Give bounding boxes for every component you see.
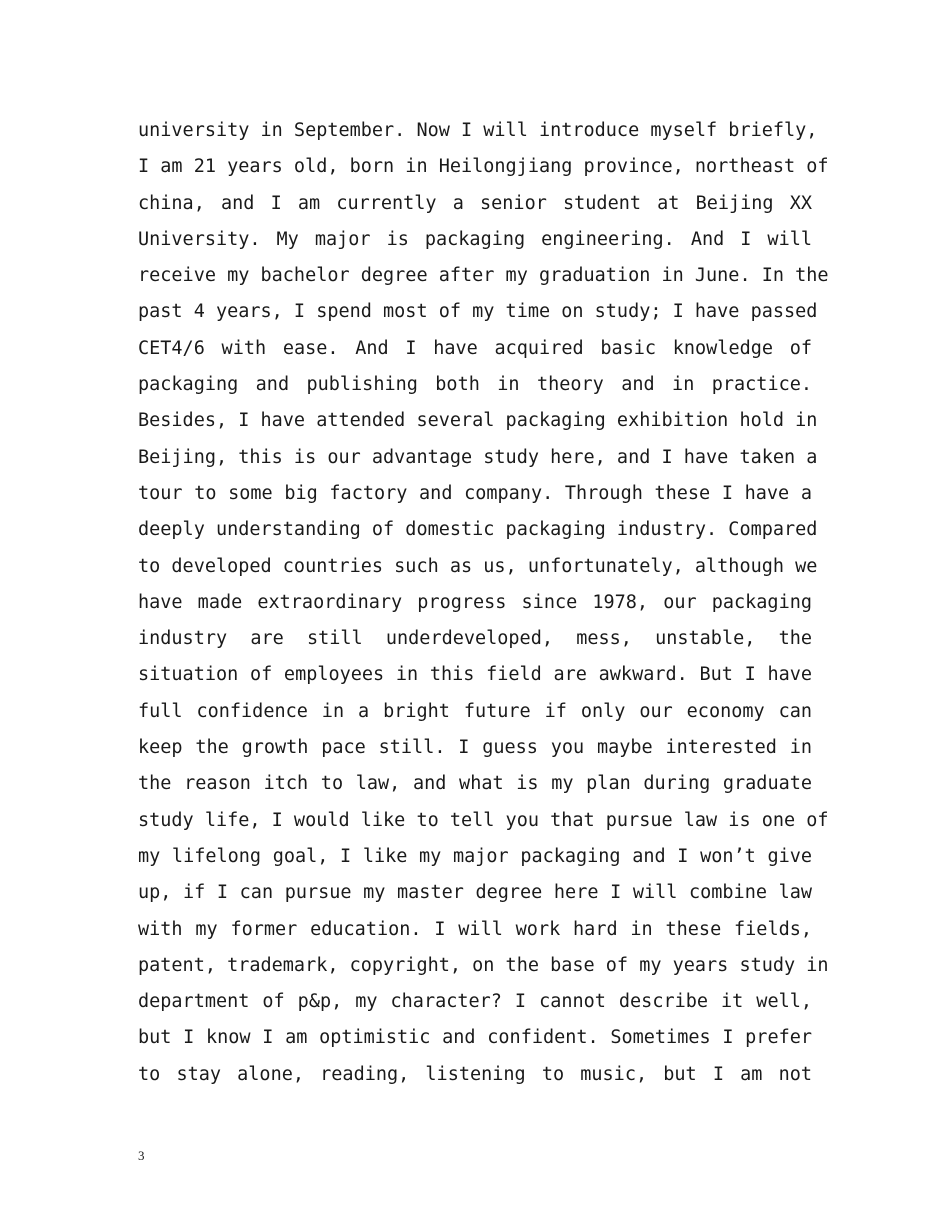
text-line: china, and I am currently a senior student at Beijing XX (138, 192, 812, 214)
text-line: situation of employees in this field are awkward. But I have (138, 664, 812, 686)
text-line: Beijing, this is our advantage study here, and I have taken a (138, 446, 818, 468)
text-line: the reason itch to law, and what is my plan during graduate (138, 773, 812, 795)
text-line: to developed countries such as us, unfortunately, although we (138, 555, 818, 577)
text-line: study life, I would like to tell you that pursue law is one of (138, 809, 829, 831)
text-line: full confidence in a bright future if only our economy can (138, 700, 812, 722)
text-line: department of p&p, my character? I cannot describe it well, (138, 991, 812, 1013)
text-line: up, if I can pursue my master degree here I will combine law (138, 882, 812, 904)
text-line: industry are still underdeveloped, mess, unstable, the (138, 628, 812, 650)
text-line: my lifelong goal, I like my major packaging and I won’t give (138, 845, 812, 867)
text-line: tour to some big factory and company. Through these I have a (138, 482, 812, 504)
text-line: with my former education. I will work hard in these fields, (138, 918, 812, 940)
text-line: keep the growth pace still. I guess you maybe interested in (138, 737, 812, 759)
text-line: past 4 years, I spend most of my time on study; I have passed (138, 301, 818, 323)
text-line: but I know I am optimistic and confident. Sometimes I prefer (138, 1027, 812, 1049)
page-number: 3 (138, 1148, 145, 1163)
text-line: receive my bachelor degree after my graduation in June. In the (138, 265, 829, 287)
text-line: packaging and publishing both in theory and in practice. (138, 374, 812, 396)
text-line: University. My major is packaging engineering. And I will (138, 228, 812, 250)
body-text (138, 113, 829, 1093)
text-line: university in September. Now I will introduce myself briefly, (138, 120, 818, 141)
text-line: Besides, I have attended several packaging exhibition hold in (138, 410, 818, 432)
text-line: CET4/6 with ease. And I have acquired basic knowledge of (138, 337, 812, 359)
text-line: patent, trademark, copyright, on the base of my years study in (138, 954, 829, 976)
text-line: I am 21 years old, born in Heilongjiang province, northeast of (138, 156, 829, 178)
text-line: to stay alone, reading, listening to music, but I am not (138, 1063, 812, 1085)
text-line: deeply understanding of domestic packaging industry. Compared (138, 519, 818, 541)
text-line: have made extraordinary progress since 1978, our packaging (138, 591, 812, 613)
